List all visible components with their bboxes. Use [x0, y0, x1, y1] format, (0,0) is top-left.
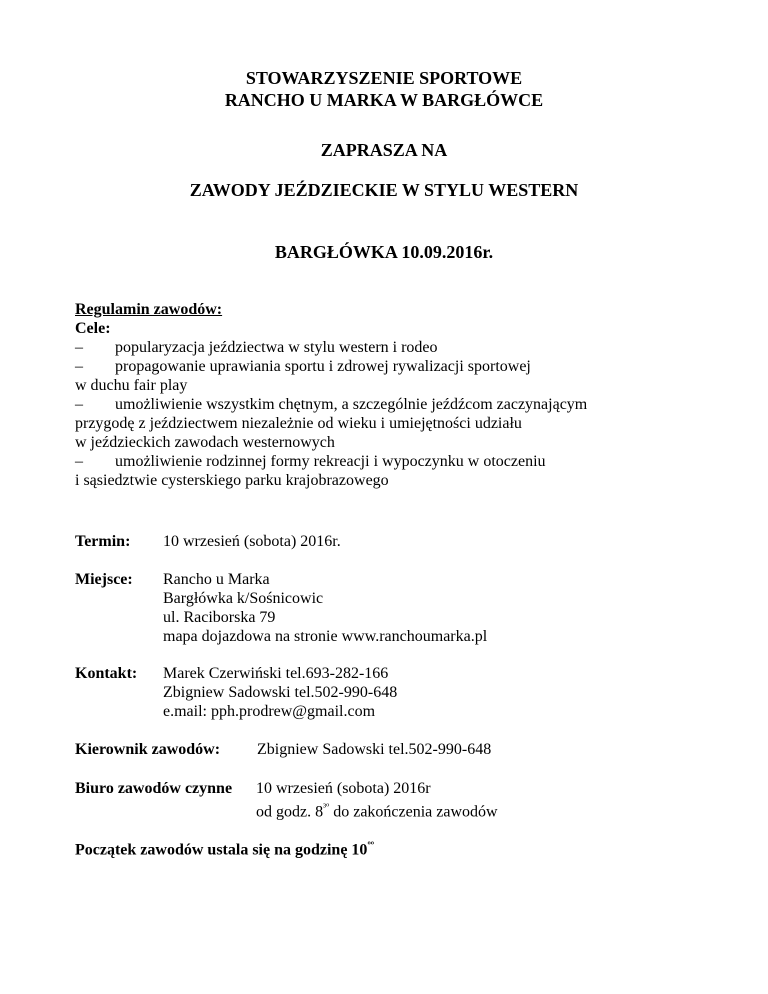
dash-marker: –: [75, 339, 83, 356]
biuro-date-line: 10 wrzesień (sobota) 2016r: [256, 780, 431, 797]
biuro-hours-end: do zakończenia zawodów: [329, 803, 498, 821]
kierownik-label: Kierownik zawodów:: [75, 741, 221, 758]
contact-email-line: e.mail: pph.prodrew@gmail.com: [163, 703, 376, 720]
start-time-minutes: ºº: [367, 840, 375, 851]
termin-value: 10 wrzesień (sobota) 2016r.: [163, 533, 341, 550]
address-line: ul. Raciborska 79: [163, 609, 276, 626]
start-time-text: [75, 836, 374, 859]
list-item-continuation: i sąsiedztwie cysterskiego parku krajobrazowego: [75, 472, 389, 489]
list-item: [75, 452, 715, 471]
kontakt-value: [163, 664, 397, 721]
biuro-hours-line: [256, 798, 498, 821]
dash-marker: –: [75, 358, 83, 375]
list-item-continuation: w jeździeckich zawodach westernowych: [75, 434, 335, 451]
list-item-text: umożliwienie wszystkim chętnym, a szczególnie jeźdźcom zaczynającym: [115, 396, 588, 413]
map-info-line: mapa dojazdowa na stronie www.ranchoumarka.pl: [163, 628, 488, 645]
kierownik-value: Zbigniew Sadowski tel.502-990-648: [257, 741, 492, 758]
address-line: Rancho u Marka: [163, 571, 270, 588]
termin-label: Termin:: [75, 533, 131, 550]
list-item: [75, 395, 715, 414]
biuro-hours-minutes: ³º: [323, 802, 330, 813]
miejsce-value: [163, 570, 487, 646]
list-item-continuation: w duchu fair play: [75, 377, 188, 394]
list-item-text: umożliwienie rodzinnej formy rekreacji i wypoczynku w otoczeniu: [115, 453, 546, 470]
list-item-continuation: przygodę z jeździectwem niezależnie od wieku i umiejętności udziału: [75, 415, 522, 432]
dash-marker: –: [75, 453, 83, 470]
invite-line: ZAPRASZA NA: [320, 140, 448, 160]
regulamin-title: Regulamin zawodów:: [75, 301, 223, 318]
biuro-label: Biuro zawodów czynne: [75, 780, 233, 797]
start-time-label: Początek zawodów ustala się na godzinę 10: [75, 841, 368, 859]
list-item-text: propagowanie uprawiania sportu i zdrowej rywalizacji sportowej: [115, 358, 531, 375]
miejsce-label: Miejsce:: [75, 571, 133, 588]
organizer-line-2: RANCHO U MARKA W BARGŁÓWCE: [224, 90, 544, 110]
biuro-hours-start: od godz. 8: [256, 803, 324, 821]
dash-marker: –: [75, 396, 83, 413]
regulamin-section: [75, 300, 715, 490]
contact-line: Zbigniew Sadowski tel.502-990-648: [163, 684, 398, 701]
address-line: Bargłówka k/Sośnicowic: [163, 590, 324, 607]
event-title: ZAWODY JEŹDZIECKIE W STYLU WESTERN: [189, 180, 579, 200]
organizer-line-1: STOWARZYSZENIE SPORTOWE: [245, 68, 523, 88]
cele-label: Cele:: [75, 320, 111, 337]
kontakt-label: Kontakt:: [75, 665, 138, 682]
list-item: [75, 357, 715, 376]
list-item: [75, 338, 715, 357]
biuro-value: [256, 779, 498, 821]
event-place-date: BARGŁÓWKA 10.09.2016r.: [274, 242, 494, 262]
contact-line: Marek Czerwiński tel.693-282-166: [163, 665, 389, 682]
list-item-text: popularyzacja jeździectwa w stylu western i rodeo: [115, 339, 438, 356]
